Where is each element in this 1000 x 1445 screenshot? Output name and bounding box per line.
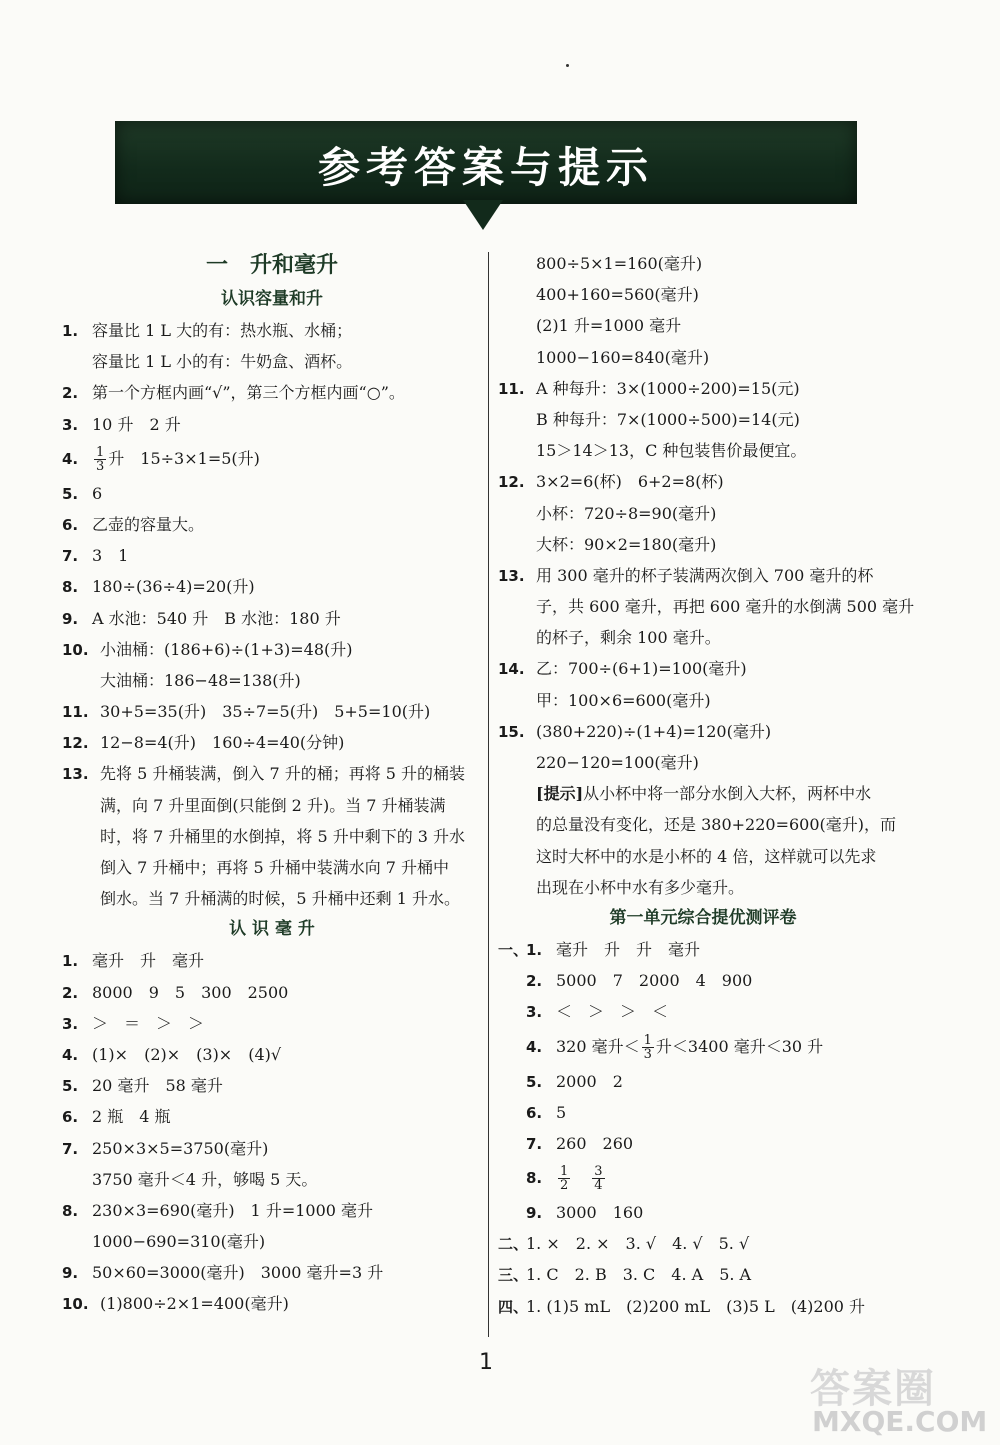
answer-line: 5. 2000 2: [526, 1071, 623, 1091]
answer-line: 9. 50×60=3000(毫升) 3000 毫升=3 升: [62, 1263, 384, 1283]
answer-line: [提示]从小杯中将一部分水倒入大杯，两杯中水: [536, 784, 872, 804]
answer-line: 8. 180÷(36÷4)=20(升): [62, 577, 255, 597]
answer-line: 倒水。当 7 升桶满的时候，5 升桶中还剩 1 升水。: [100, 889, 460, 909]
answer-line: 子，共 600 毫升，再把 600 毫升的水倒满 500 毫升: [536, 597, 915, 617]
section-heading: 认 识 毫 升: [229, 919, 315, 940]
answer-line: 5. 20 毫升 58 毫升: [62, 1076, 223, 1096]
column-divider: [488, 252, 489, 1337]
answer-line: 一、1. 毫升 升 升 毫升: [498, 939, 701, 959]
answer-line: 1. 毫升 升 毫升: [62, 951, 205, 971]
unit-title: 一 升和毫升: [205, 253, 338, 278]
answer-line: 时，将 7 升桶里的水倒掉，将 5 升中剩下的 3 升水: [100, 826, 466, 846]
answer-line: 小杯：720÷8=90(毫升): [536, 503, 717, 523]
banner-pointer: [463, 200, 503, 230]
answer-line: 12. 12−8=4(升) 160÷4=40(分钟): [62, 733, 345, 753]
answer-line: 满，向 7 升里面倒(只能倒 2 升)。当 7 升桶装满: [100, 795, 446, 815]
watermark-logo: [810, 1355, 988, 1440]
answer-line: 15. (380+220)÷(1+4)=120(毫升): [498, 721, 772, 741]
answer-line: 三、1. C 2. B 3. C 4. A 5. A: [498, 1265, 752, 1285]
answer-line: 出现在小杯中水有多少毫升。: [536, 877, 745, 897]
page-title: 参考答案与提示: [317, 143, 654, 192]
answer-line: 10. 小油桶：(186+6)÷(1+3)=48(升): [62, 639, 353, 659]
answer-line: 容量比 1 L 小的有：牛奶盒、酒杯。: [92, 352, 353, 372]
section-heading: 认识容量和升: [221, 289, 323, 309]
answer-line: 的总量没有变化，还是 380+220=600(毫升)，而: [536, 815, 897, 835]
fraction: $\frac{1}{3}$: [96, 444, 105, 474]
answer-line: 四、1. (1)5 mL (2)200 mL (3)5 L (4)200 升: [498, 1296, 866, 1316]
watermark-url: MXQE.COM: [812, 1405, 988, 1438]
answer-line: 7. 250×3×5=3750(毫升): [62, 1138, 269, 1158]
answer-line: 1. 容量比 1 L 大的有：热水瓶、水桶；: [62, 321, 353, 340]
answer-line: B 种每升：7×(1000÷500)=14(元): [536, 409, 800, 429]
answer-line: 13. 先将 5 升桶装满，倒入 7 升的桶；再将 5 升的桶装: [62, 764, 466, 784]
left-column: [62, 248, 482, 1320]
page-number: 1: [479, 1350, 493, 1375]
answer-line: 11. A 种每升：3×(1000÷200)=15(元): [498, 378, 800, 398]
answer-line: 6. 2 瓶 4 瓶: [62, 1107, 171, 1127]
answer-line: 二、1. × 2. × 3. √ 4. √ 5. √: [498, 1234, 750, 1254]
answer-line: 6. 5: [526, 1102, 567, 1122]
answer-line: 9. A 水池：540 升 B 水池：180 升: [62, 608, 341, 628]
answer-line: 1000−690=310(毫升): [92, 1232, 266, 1252]
answer-line: 12. 3×2=6(杯) 6+2=8(杯): [498, 472, 724, 492]
answer-line: 7. 260 260: [526, 1133, 634, 1153]
answer-line: 大杯：90×2=180(毫升): [536, 534, 717, 554]
answer-line: 的杯子，剩余 100 毫升。: [536, 628, 721, 648]
fraction: $\frac{1}{2}$: [560, 1164, 569, 1194]
fraction: $\frac{3}{4}$: [594, 1164, 603, 1194]
answer-line: 3. ＜ ＞ ＞ ＜: [526, 1002, 669, 1022]
answer-line: 13. 用 300 毫升的杯子装满两次倒入 700 毫升的杯: [498, 565, 874, 585]
watermark-text: 答案圈: [810, 1366, 936, 1412]
answer-line: 这时大杯中的水是小杯的 4 倍，这样就可以先求: [536, 846, 877, 866]
answer-line: 400+160=560(毫升): [536, 285, 699, 305]
answer-line: 倒入 7 升桶中；再将 5 升桶中装满水向 7 升桶中: [100, 858, 450, 877]
answer-line: 14. 乙：700÷(6+1)=100(毫升): [498, 659, 747, 679]
answer-line: 2. 5000 7 2000 4 900: [526, 971, 753, 991]
answer-line: 2. 8000 9 5 300 2500: [62, 982, 289, 1002]
answer-line: 大油桶：186−48=138(升): [100, 670, 301, 690]
answer-line: 3750 毫升＜4 升，够喝 5 天。: [92, 1169, 318, 1189]
answer-line: 5. 6: [62, 483, 103, 503]
tip-label: [提示]: [536, 784, 584, 804]
answer-line: 2. 第一个方框内画“√”，第三个方框内画“○”。: [62, 383, 405, 403]
answer-line: 4. (1)× (2)× (3)× (4)√: [62, 1044, 282, 1064]
answer-line: 3. 10 升 2 升: [62, 414, 181, 434]
answer-line: 9. 3000 160: [526, 1203, 644, 1223]
answer-line: 800÷5×1=160(毫升): [536, 254, 703, 273]
section-heading: 第一单元综合提优测评卷: [609, 907, 797, 928]
answer-line: 甲：100×6=600(毫升): [536, 690, 711, 710]
title-banner: [115, 121, 857, 204]
answer-line: 1000−160=840(毫升): [536, 347, 710, 367]
answer-line: 8. 230×3=690(毫升) 1 升=1000 毫升: [62, 1200, 374, 1220]
fraction: $\frac{1}{3}$: [643, 1032, 652, 1062]
answer-line: 4. $\frac{1}{3}$ 升 15÷3×1=5(升): [62, 444, 260, 474]
answer-line: (2)1 升=1000 毫升: [536, 316, 682, 336]
answer-line: 8. $\frac{1}{2}$ $\frac{3}{4}$: [526, 1164, 603, 1194]
answer-line: 3. ＞ ＝ ＞ ＞: [62, 1013, 205, 1033]
answer-line: 7. 3 1: [62, 546, 129, 566]
answer-line: 6. 乙壶的容量大。: [62, 514, 205, 534]
answer-line: 11. 30+5=35(升) 35÷7=5(升) 5+5=10(升): [62, 702, 431, 722]
answer-line: 4. 320 毫升＜ $\frac{1}{3}$ 升＜3400 毫升＜30 升: [526, 1032, 824, 1062]
right-column: [498, 248, 915, 1322]
answer-line: 10. (1)800÷2×1=400(毫升): [62, 1294, 289, 1314]
answer-line: 15＞14＞13，C 种包装售价最便宜。: [536, 441, 807, 461]
speck: [566, 64, 569, 67]
answer-line: 220−120=100(毫升): [536, 753, 699, 772]
